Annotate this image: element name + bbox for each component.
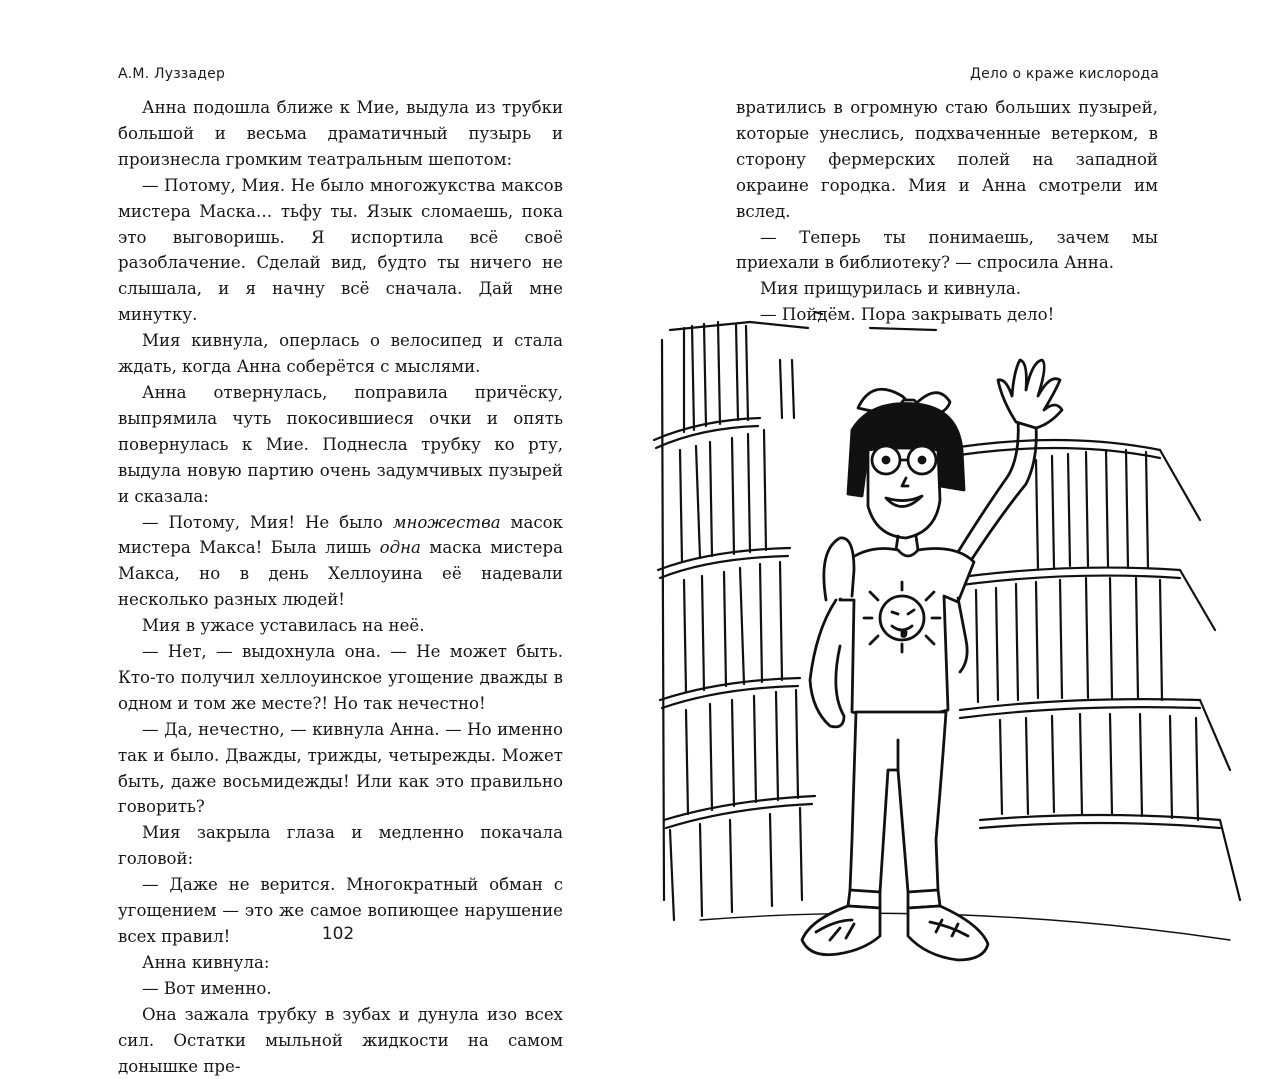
paragraph (736, 276, 1158, 302)
text-segment: — Да, нечестно, — кивнула Анна. — Но именно так и было. Дважды, трижды, четырежды. Может быть, даже восьмидежды! Или как это правильно говорить? (118, 719, 563, 817)
text-segment: — Потому, Мия! Не было (142, 512, 393, 532)
text-segment: — Пойдём. Пора закрывать дело! (760, 305, 1055, 325)
paragraph (118, 950, 563, 976)
girl-figure (802, 360, 1062, 960)
italic-text: одна (379, 538, 421, 558)
text-segment: Анна кивнула: (142, 952, 270, 972)
paragraph (118, 95, 563, 173)
running-head-title: Дело о краже кислорода (969, 66, 1159, 82)
text-segment: — Потому, Мия. Не было многожукства максов мистера Маска… тьфу ты. Язык сломаешь, пока это выговоришь. Я испортила всё своё разоблачение. Сделай вид, будто ты ничего не слышала, и я начну всё сначала. Дай мне минутку. (118, 175, 563, 325)
text-segment: Мия кивнула, оперлась о велосипед и стала ждать, когда Анна соберётся с мыслями. (118, 331, 563, 377)
paragraph (736, 225, 1158, 277)
page-number: 102 (321, 924, 355, 944)
italic-text: множества (392, 512, 501, 532)
text-segment: Она зажала трубку в зубах и дунула изо всех сил. Остатки мыльной жидкости на самом донышке пре- (118, 1004, 563, 1076)
text-segment: — Нет, — выдохнула она. — Не может быть. Кто-то получил хеллоуинское угощение дважды в одном и том же месте?! Но так нечестно! (118, 642, 563, 713)
text-segment: Мия закрыла глаза и медленно покачала головой: (118, 823, 563, 869)
text-segment: — Даже не верится. Многократный обман с угощением — это же самое вопиющее нарушение всех правил! (118, 875, 563, 946)
paragraph (118, 380, 563, 510)
text-segment: Мия в ужасе уставилась на неё. (142, 616, 425, 636)
paragraph (736, 95, 1158, 225)
text-segment: масок мистера Макса! Была лишь (118, 512, 563, 558)
paragraph (118, 328, 563, 380)
paragraph (118, 173, 563, 328)
paragraph (118, 639, 563, 717)
paragraph (118, 1002, 563, 1079)
paragraph (118, 510, 563, 614)
text-segment: вратились в огромную стаю больших пузырей, которые унеслись, подхваченные ветерком, в сторону фермерских полей на западной окраине городка. Мия и Анна смотрели им вслед. (736, 98, 1158, 221)
paragraph (118, 976, 563, 1002)
girl-waving-illustration (640, 300, 1279, 1000)
running-head-author: А.М. Луззадер (118, 66, 226, 82)
paragraph (118, 717, 563, 821)
left-page (0, 0, 640, 1076)
right-page (640, 0, 1279, 1030)
text-segment: Мия прищурилась и кивнула. (760, 279, 1022, 299)
text-segment: — Вот именно. (142, 978, 272, 998)
text-segment: Анна отвернулась, поправила причёску, выпрямила чуть покосившиеся очки и опять повернулась к Мие. Поднесла трубку ко рту, выдула новую партию очень задумчивых пузырей и сказала: (118, 382, 563, 506)
text-segment: маска мистера Макса, но в день Хеллоуина её надевали несколько разных людей! (118, 538, 563, 610)
text-segment: — Теперь ты понимаешь, зачем мы приехали в библиотеку? — спросила Анна. (736, 227, 1158, 273)
right-page-text (736, 95, 1158, 328)
paragraph (118, 820, 563, 872)
text-segment: Анна подошла ближе к Мие, выдула из трубки большой и весьма драматичный пузырь и произнесла громким театральным шепотом: (118, 98, 563, 169)
paragraph (118, 613, 563, 639)
